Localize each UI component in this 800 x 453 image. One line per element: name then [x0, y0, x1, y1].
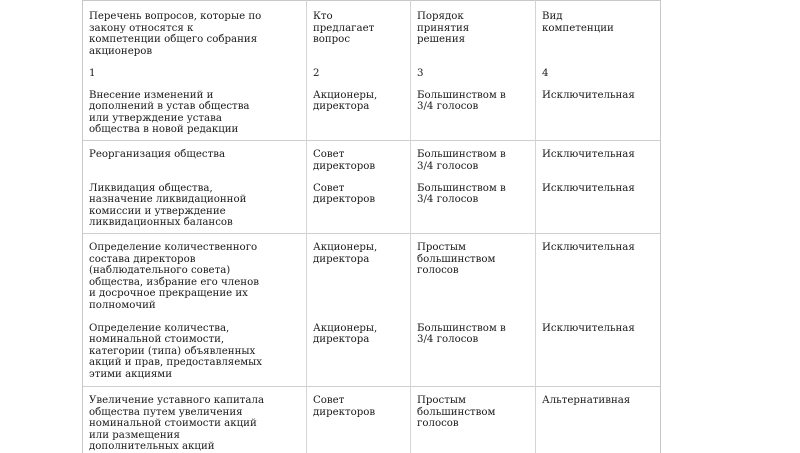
competence-cell [536, 83, 661, 141]
table-number-row [83, 61, 661, 83]
question-text: Реорганизация общества [89, 149, 226, 160]
procedure-text: Большинством в 3/4 голосов [417, 149, 506, 172]
competence-cell [536, 177, 661, 234]
table-row [83, 387, 661, 453]
table-header-row [83, 1, 661, 61]
procedure-cell [411, 83, 536, 141]
column-number: 2 [313, 67, 320, 79]
proposer-text: Акционеры, директора [313, 89, 378, 113]
procedure-text: Большинством в 3/4 голосов [417, 89, 506, 113]
header-cell-competence-type [536, 1, 661, 61]
proposer-cell [307, 83, 411, 141]
question-cell [83, 83, 307, 141]
proposer-cell [307, 177, 411, 234]
proposer-text: Акционеры, директора [313, 322, 378, 346]
table-row [83, 317, 661, 387]
number-cell [536, 61, 661, 83]
proposer-text: Совет директоров [313, 182, 376, 206]
proposer-text: Совет директоров [313, 395, 376, 418]
procedure-cell [411, 141, 536, 177]
number-cell [411, 61, 536, 83]
proposer-cell [307, 141, 411, 177]
procedure-cell [411, 317, 536, 387]
table-row [83, 177, 661, 234]
procedure-cell [411, 387, 536, 453]
competence-text: Исключительная [542, 89, 635, 101]
question-cell [83, 177, 307, 234]
competence-cell [536, 317, 661, 387]
procedure-text: Большинством в 3/4 голосов [417, 182, 506, 206]
header-question-text: Перечень вопросов, которые по закону относятся к компетенции общего собрания акционеров [89, 11, 262, 57]
header-procedure-text: Порядок принятия решения [417, 11, 470, 46]
header-proposer-text: Кто предлагает вопрос [313, 11, 375, 46]
proposer-text: Акционеры, директора [313, 242, 378, 265]
number-cell [307, 61, 411, 83]
competence-cell [536, 234, 661, 317]
procedure-text: Простым большинством голосов [417, 242, 496, 277]
question-text: Определение количества, номинальной стоимости, категории (типа) объявленных акций и прав, предоставляемых этими акциями [89, 322, 263, 380]
question-cell [83, 317, 307, 387]
column-number: 1 [89, 67, 96, 79]
table-row [83, 83, 661, 141]
header-cell-question [83, 1, 307, 61]
table-row [83, 141, 661, 177]
header-cell-proposer [307, 1, 411, 61]
proposer-cell [307, 234, 411, 317]
question-text: Внесение изменений и дополнений в устав общества или утверждение устава общества в новой редакции [89, 89, 250, 136]
column-number: 4 [542, 67, 549, 79]
question-text: Ликвидация общества, назначение ликвидационной комиссии и утверждение ликвидационных балансов [89, 182, 247, 229]
column-number: 3 [417, 67, 424, 79]
competence-text: Исключительная [542, 322, 635, 334]
competence-table [82, 0, 661, 453]
header-competence-type-text: Вид компетенции [542, 11, 614, 34]
procedure-cell [411, 234, 536, 317]
question-cell [83, 141, 307, 177]
proposer-cell [307, 387, 411, 453]
question-text: Определение количественного состава директоров (наблюдательного совета) общества, избрание его членов и досрочное прекращение их полномочий [89, 242, 259, 311]
proposer-cell [307, 317, 411, 387]
procedure-text: Простым большинством голосов [417, 395, 496, 430]
number-cell [83, 61, 307, 83]
procedure-text: Большинством в 3/4 голосов [417, 322, 506, 346]
competence-text: Исключительная [542, 242, 635, 253]
competence-text: Исключительная [542, 149, 635, 160]
competence-text: Исключительная [542, 182, 635, 194]
procedure-cell [411, 177, 536, 234]
question-text: Увеличение уставного капитала общества путем увеличения номинальной стоимости акций или размещения дополнительных акций [89, 395, 265, 453]
question-cell [83, 234, 307, 317]
proposer-text: Совет директоров [313, 149, 376, 172]
header-cell-procedure [411, 1, 536, 61]
competence-cell [536, 141, 661, 177]
competence-cell [536, 387, 661, 453]
table-row [83, 234, 661, 317]
competence-text: Альтернативная [542, 395, 631, 406]
question-cell [83, 387, 307, 453]
